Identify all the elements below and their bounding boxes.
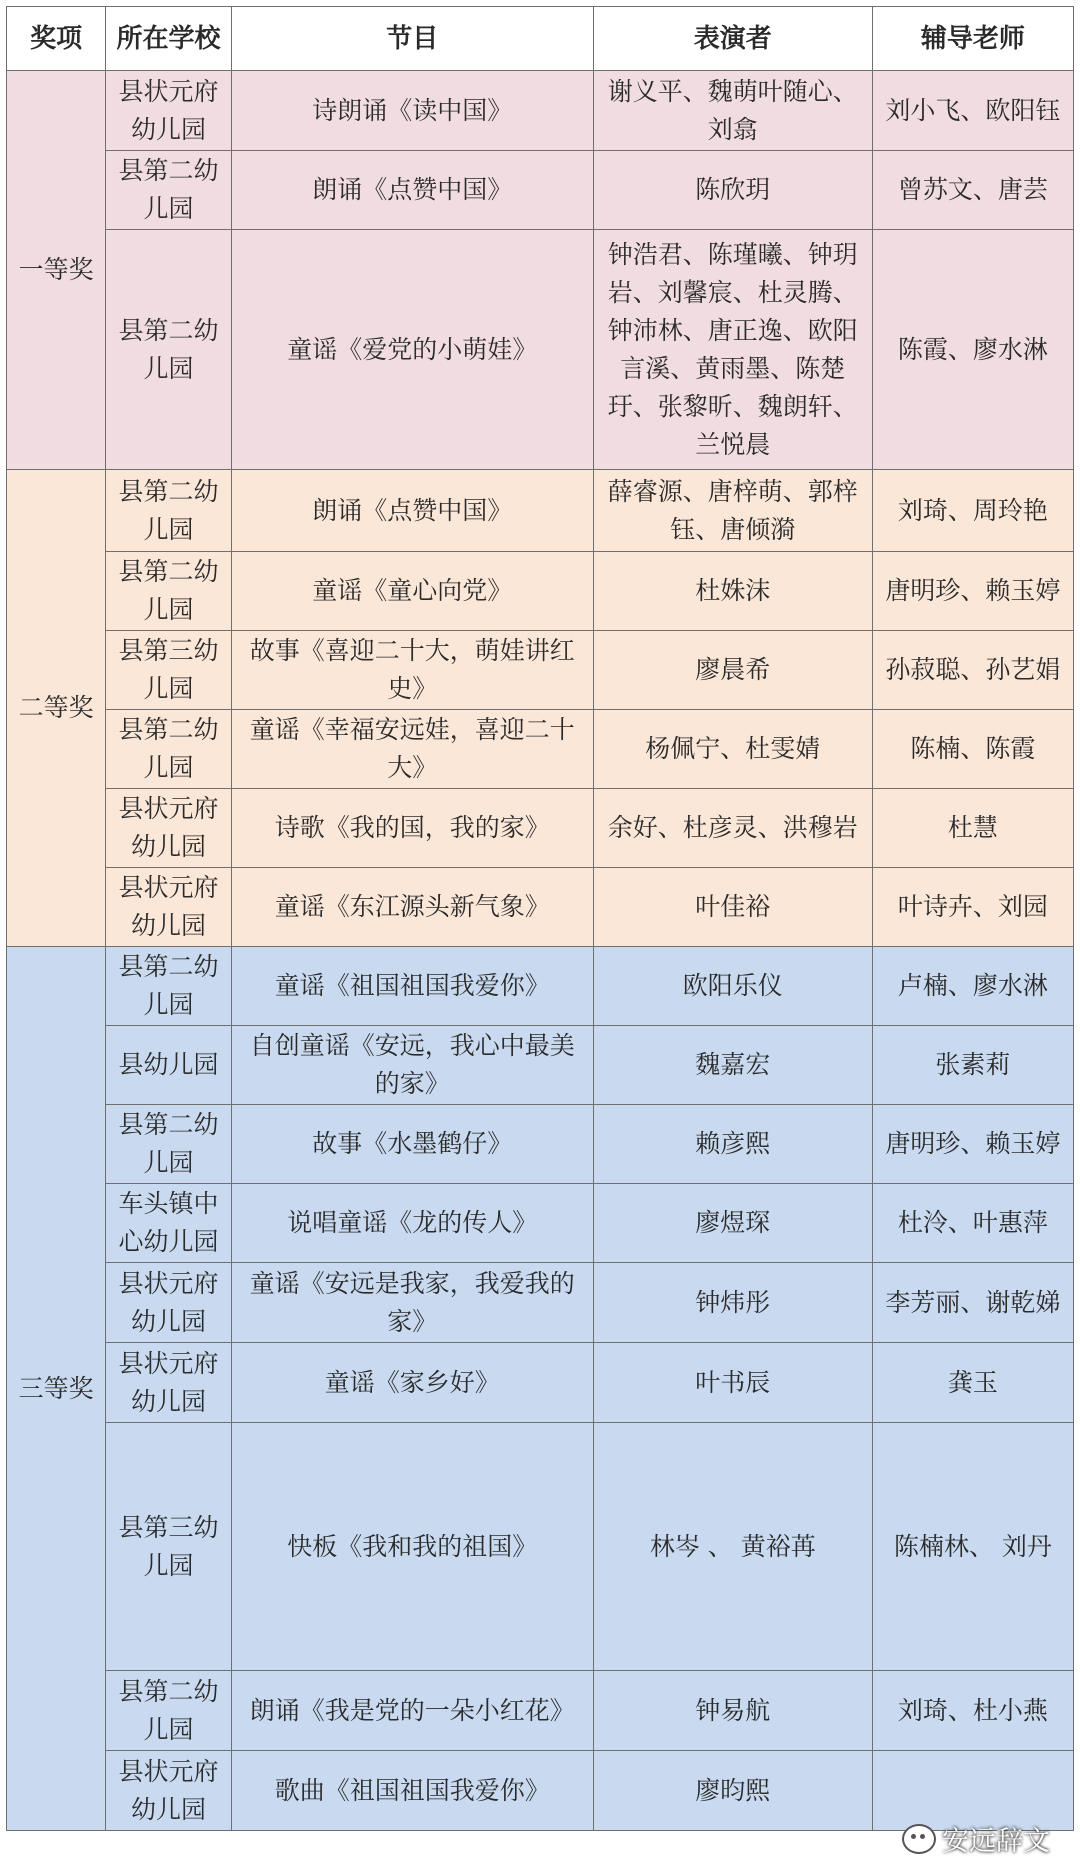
- performers-cell: 钟易航: [593, 1671, 872, 1751]
- program-cell: 诗朗诵《读中国》: [231, 71, 593, 151]
- teachers-cell: 杜泠、叶惠萍: [872, 1184, 1073, 1263]
- table-row: [7, 151, 1074, 230]
- award-first: 一等奖: [7, 71, 106, 470]
- header-award: 奖项: [7, 7, 106, 71]
- performers-cell: 谢义平、魏萌叶随心、刘翕: [593, 71, 872, 151]
- performers-cell: 钟浩君、陈瑾曦、钟玥岩、刘馨宸、杜灵腾、钟沛林、唐正逸、欧阳言溪、黄雨墨、陈楚玗、张黎昕、魏朗轩、兰悦晨: [593, 230, 872, 470]
- school-cell: 县第二幼儿园: [106, 151, 231, 230]
- table-row: [7, 947, 1074, 1026]
- performers-cell: 廖晨希: [593, 631, 872, 710]
- performers-cell: 叶佳裕: [593, 868, 872, 947]
- performers-cell: 余好、杜彦灵、洪穆岩: [593, 789, 872, 868]
- performers-cell: 欧阳乐仪: [593, 947, 872, 1026]
- program-cell: 朗诵《我是党的一朵小红花》: [231, 1671, 593, 1751]
- school-cell: 县幼儿园: [106, 1026, 231, 1105]
- program-cell: 童谣《童心向党》: [231, 552, 593, 631]
- program-cell: 快板《我和我的祖国》: [231, 1423, 593, 1671]
- school-cell: 县状元府幼儿园: [106, 1263, 231, 1343]
- performers-cell: 薛睿源、唐梓萌、郭梓钰、唐倾漪: [593, 470, 872, 552]
- school-cell: 县第二幼儿园: [106, 552, 231, 631]
- program-cell: 童谣《祖国祖国我爱你》: [231, 947, 593, 1026]
- performers-cell: 魏嘉宏: [593, 1026, 872, 1105]
- teachers-cell: 卢楠、廖水淋: [872, 947, 1073, 1026]
- teachers-cell: 龚玉: [872, 1343, 1073, 1423]
- program-cell: 童谣《东江源头新气象》: [231, 868, 593, 947]
- header-row: [7, 7, 1074, 71]
- table-row: [7, 868, 1074, 947]
- program-cell: 童谣《幸福安远娃，喜迎二十大》: [231, 710, 593, 789]
- teachers-cell: 孙菽聪、孙艺娟: [872, 631, 1073, 710]
- program-cell: 说唱童谣《龙的传人》: [231, 1184, 593, 1263]
- performers-cell: 廖煜琛: [593, 1184, 872, 1263]
- header-performers: 表演者: [593, 7, 872, 71]
- program-cell: 故事《水墨鹤仔》: [231, 1105, 593, 1184]
- award-third: 三等奖: [7, 947, 106, 1831]
- performers-cell: 陈欣玥: [593, 151, 872, 230]
- table-row: [7, 1343, 1074, 1423]
- school-cell: 县第二幼儿园: [106, 1105, 231, 1184]
- header-program: 节目: [231, 7, 593, 71]
- watermark-text: 安远辞文: [942, 1826, 1050, 1857]
- table-row: [7, 1263, 1074, 1343]
- performers-cell: 钟炜彤: [593, 1263, 872, 1343]
- teachers-cell: 叶诗卉、刘园: [872, 868, 1073, 947]
- program-cell: 朗诵《点赞中国》: [231, 151, 593, 230]
- table-row: [7, 552, 1074, 631]
- school-cell: 县第二幼儿园: [106, 1671, 231, 1751]
- school-cell: 县状元府幼儿园: [106, 1751, 231, 1831]
- program-cell: 自创童谣《安远，我心中最美的家》: [231, 1026, 593, 1105]
- table-row: [7, 71, 1074, 151]
- teachers-cell: 杜慧: [872, 789, 1073, 868]
- header-teachers: 辅导老师: [872, 7, 1073, 71]
- school-cell: 县状元府幼儿园: [106, 71, 231, 151]
- teachers-cell: 刘琦、周玲艳: [872, 470, 1073, 552]
- teachers-cell: 陈楠、陈霞: [872, 710, 1073, 789]
- award-second: 二等奖: [7, 470, 106, 947]
- teachers-cell: 张素莉: [872, 1026, 1073, 1105]
- teachers-cell: 曾苏文、唐芸: [872, 151, 1073, 230]
- table-row: [7, 230, 1074, 470]
- table-row: [7, 1184, 1074, 1263]
- award-table: [6, 6, 1074, 1831]
- program-cell: 故事《喜迎二十大，萌娃讲红史》: [231, 631, 593, 710]
- teachers-cell: 刘小飞、欧阳钰: [872, 71, 1073, 151]
- program-cell: 朗诵《点赞中国》: [231, 470, 593, 552]
- teachers-cell: 陈楠林、 刘丹: [872, 1423, 1073, 1671]
- table-row: [7, 1671, 1074, 1751]
- teachers-cell: 李芳丽、谢乾娣: [872, 1263, 1073, 1343]
- performers-cell: 杨佩宁、杜雯婧: [593, 710, 872, 789]
- performers-cell: 林岑 、 黄裕苒: [593, 1423, 872, 1671]
- program-cell: 童谣《安远是我家，我爱我的家》: [231, 1263, 593, 1343]
- table-row: [7, 470, 1074, 552]
- school-cell: 车头镇中心幼儿园: [106, 1184, 231, 1263]
- table-row: [7, 710, 1074, 789]
- program-cell: 诗歌《我的国，我的家》: [231, 789, 593, 868]
- table-row: [7, 1105, 1074, 1184]
- wechat-icon: [902, 1824, 936, 1854]
- teachers-cell: 唐明珍、赖玉婷: [872, 552, 1073, 631]
- school-cell: 县第三幼儿园: [106, 631, 231, 710]
- performers-cell: 叶书辰: [593, 1343, 872, 1423]
- performers-cell: 杜姝沫: [593, 552, 872, 631]
- school-cell: 县状元府幼儿园: [106, 789, 231, 868]
- teachers-cell: 陈霞、廖水淋: [872, 230, 1073, 470]
- table-row: [7, 1423, 1074, 1671]
- program-cell: 童谣《爱党的小萌娃》: [231, 230, 593, 470]
- school-cell: 县第三幼儿园: [106, 1423, 231, 1671]
- school-cell: 县第二幼儿园: [106, 470, 231, 552]
- watermark: [902, 1819, 1050, 1858]
- header-school: 所在学校: [106, 7, 231, 71]
- performers-cell: 廖昀熙: [593, 1751, 872, 1831]
- program-cell: 童谣《家乡好》: [231, 1343, 593, 1423]
- school-cell: 县状元府幼儿园: [106, 868, 231, 947]
- school-cell: 县第二幼儿园: [106, 230, 231, 470]
- teachers-cell: 刘琦、杜小燕: [872, 1671, 1073, 1751]
- table-row: [7, 631, 1074, 710]
- table-row: [7, 1026, 1074, 1105]
- school-cell: 县第二幼儿园: [106, 710, 231, 789]
- school-cell: 县状元府幼儿园: [106, 1343, 231, 1423]
- school-cell: 县第二幼儿园: [106, 947, 231, 1026]
- program-cell: 歌曲《祖国祖国我爱你》: [231, 1751, 593, 1831]
- performers-cell: 赖彦熙: [593, 1105, 872, 1184]
- table-row: [7, 789, 1074, 868]
- teachers-cell: 唐明珍、赖玉婷: [872, 1105, 1073, 1184]
